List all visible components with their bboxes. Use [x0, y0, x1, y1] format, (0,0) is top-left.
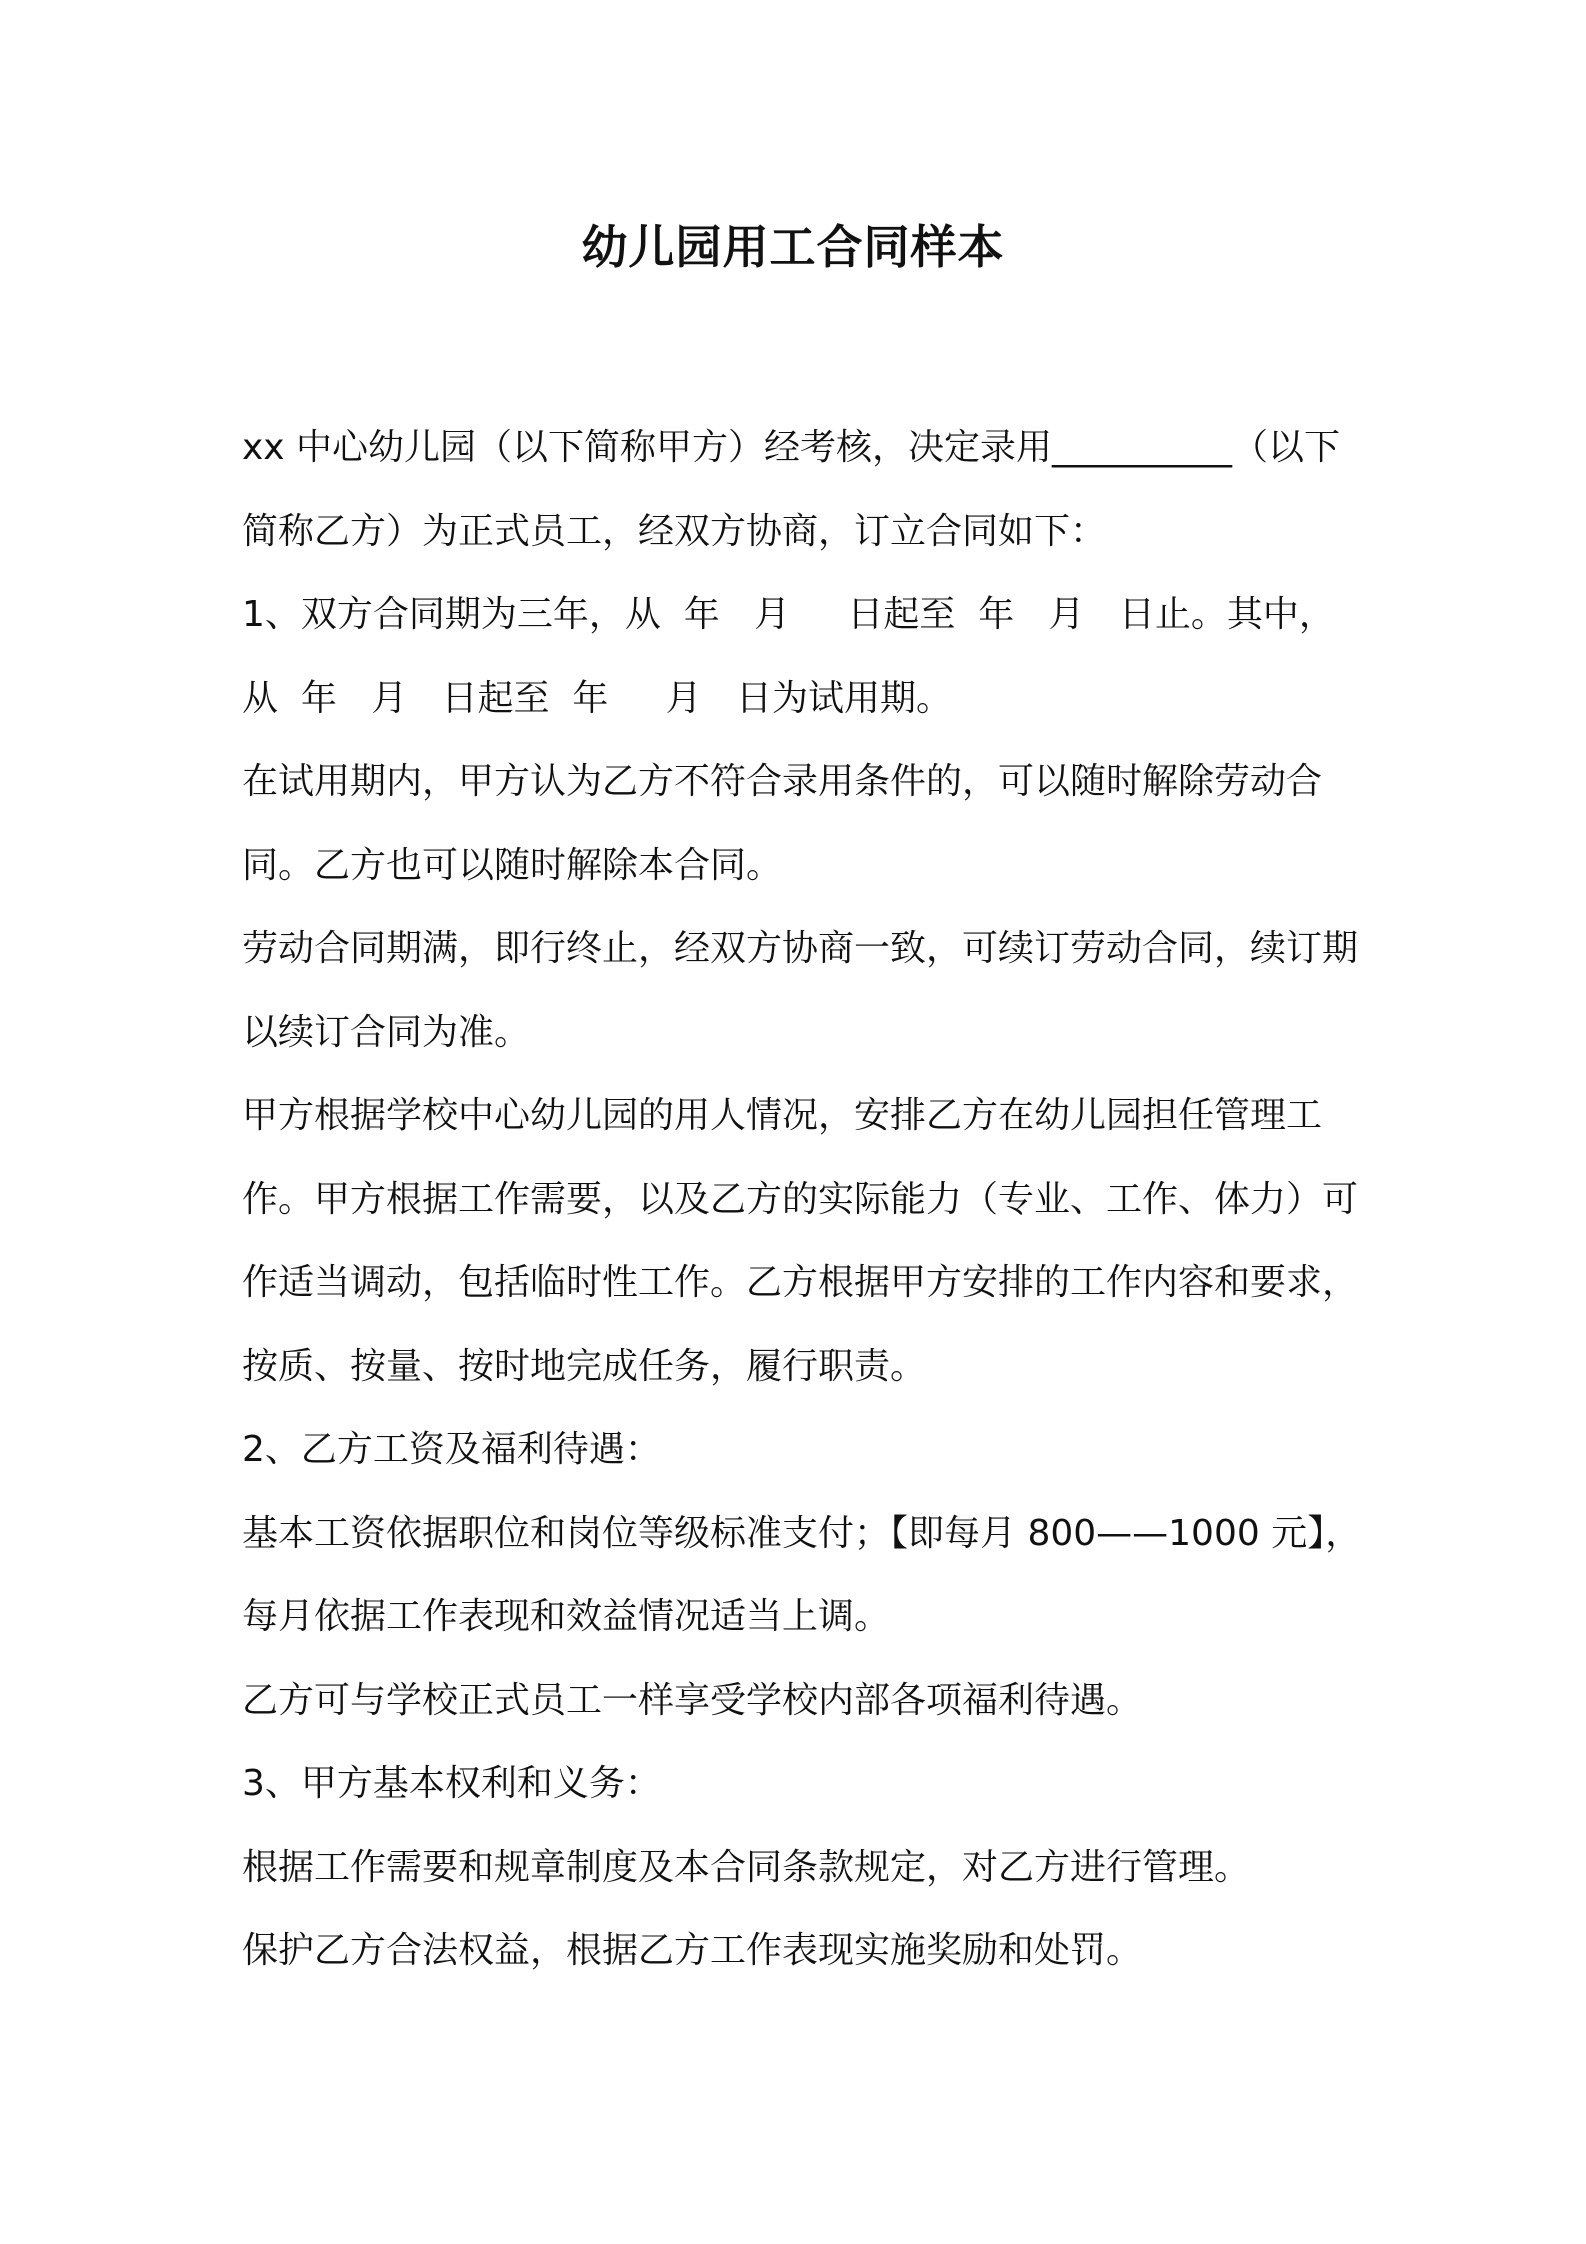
paragraph-clause-3-heading: 3、甲方基本权利和义务： — [242, 1763, 661, 1804]
paragraph-job-assignment: 甲方根据学校中心幼儿园的用人情况，安排乙方在幼儿园担任管理工作。甲方根据工作需要，以及乙方的实际能力（专业、工作、体力）可作适当调动，包括临时性工作。乙方根据甲方安排的工作内容和要求，按质、按量、按时地完成任务，履行职责。 — [242, 1095, 1359, 1387]
paragraph-benefits: 乙方可与学校正式员工一样享受学校内部各项福利待遇。 — [242, 1679, 1143, 1721]
document-title: 幼儿园用工合同样本 — [581, 220, 1005, 274]
paragraph-clause-2-heading: 2、乙方工资及福利待遇： — [242, 1429, 661, 1470]
paragraph-contract-expiry: 劳动合同期满，即行终止，经双方协商一致，可续订劳动合同，续订期以续订合同为准。 — [242, 928, 1359, 1053]
paragraph-rights-protection: 保护乙方合法权益，根据乙方工作表现实施奖励和处罚。 — [242, 1930, 1143, 1971]
paragraph-basic-salary: 基本工资依据职位和岗位等级标准支付；【即每月 800——1000 元】，每月依据工作表现和效益情况适当上调。 — [242, 1512, 1362, 1637]
paragraph-management: 根据工作需要和规章制度及本合同条款规定，对乙方进行管理。 — [242, 1846, 1251, 1888]
document-body — [242, 406, 1362, 1993]
paragraph-intro: xx 中心幼儿园（以下简称甲方）经考核，决定录用__________（以下简称乙方）为正式员工，经双方协商，订立合同如下： — [242, 427, 1341, 552]
paragraph-probation: 在试用期内，甲方认为乙方不符合录用条件的，可以随时解除劳动合同。乙方也可以随时解除本合同。 — [242, 761, 1323, 886]
paragraph-clause-1-term: 1、双方合同期为三年，从 年 月 日起至 年 月 日止。其中，从 年 月 日起至 年 月 日为试用期。 — [242, 594, 1335, 719]
